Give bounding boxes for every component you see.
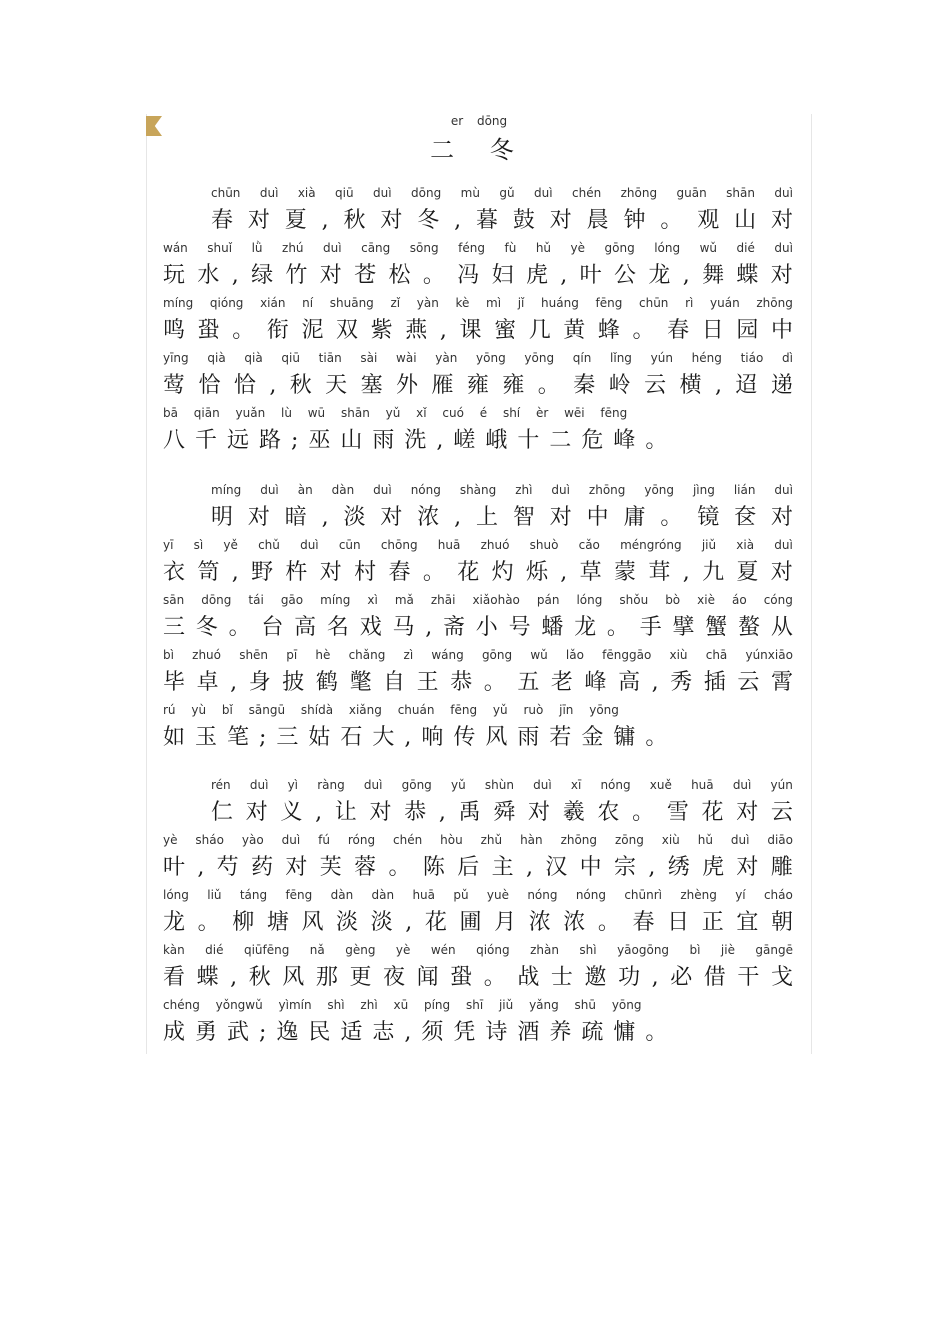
text-line (211, 184, 793, 240)
text-line (163, 294, 793, 350)
text-line (163, 701, 793, 757)
text-line (163, 646, 793, 702)
text-line (163, 239, 793, 295)
hanzi-line: 玩 水 , 绿 竹 对 苍 松 。 冯 妇 虎 , 叶 公 龙 , 舞 蝶 对 (163, 263, 793, 288)
text-line (163, 591, 793, 647)
hanzi-line: 叶 , 芍 药 对 芙 蓉 。 陈 后 主 , 汉 中 宗 , 绣 虎 对 雕 (163, 855, 793, 880)
pinyin-line: chéng yǒngwǔ yìmín shì zhì xū píng shī jiǔ yǎng shū yōng (163, 998, 642, 1012)
hanzi-line: 看 蝶 , 秋 风 那 更 夜 闻 蛩 。 战 士 邀 功 , 必 借 干 戈 (163, 965, 793, 990)
pinyin-line: wán shuǐ lǜ zhú duì cāng sōng féng fù hǔ yè gōng lóng wǔ dié duì (163, 241, 793, 255)
pinyin-line: míng duì àn dàn duì nóng shàng zhì duì zhōng yōng jìng lián duì (211, 483, 793, 497)
hanzi-line: 如玉笔;三姑石大,响传风雨若金镛。 (163, 725, 678, 750)
hanzi-line: 成勇武;逸民适志,须凭诗酒养疏慵。 (163, 1020, 678, 1045)
hanzi-line: 三 冬 。 台 高 名 戏 马 , 斋 小 号 蟠 龙 。 手 擘 蟹 螯 从 (163, 615, 793, 640)
document-page (146, 114, 812, 1054)
pinyin-line: rén duì yì ràng duì gōng yǔ shùn duì xī nóng xuě huā duì yún (211, 778, 793, 792)
text-line (163, 349, 793, 405)
poem-title (147, 114, 811, 165)
pinyin-line: rú yù bǐ sāngū shídà xiǎng chuán fēng yǔ ruò jīn yōng (163, 703, 619, 717)
pinyin-line: yè sháo yào duì fú róng chén hòu zhǔ hàn zhōng zōng xiù hǔ duì diāo (163, 833, 793, 847)
hanzi-line: 八千远路;巫山雨洗,嵯峨十二危峰。 (163, 428, 678, 453)
text-line (163, 941, 793, 997)
pinyin-line: bì zhuó shēn pī hè chǎng zì wáng gōng wǔ lǎo fēnggāo xiù chā yúnxiāo (163, 648, 793, 662)
hanzi-line: 春 对 夏 , 秋 对 冬 , 暮 鼓 对 晨 钟 。 观 山 对 (211, 208, 793, 233)
pinyin-line: yīng qià qià qiū tiān sài wài yàn yōng yōng qín lǐng yún héng tiáo dì (163, 351, 793, 365)
title-pinyin: er dōng (450, 114, 508, 128)
pinyin-line: bā qiān yuǎn lù wū shān yǔ xǐ cuó é shí èr wēi fēng (163, 406, 628, 420)
text-line (211, 481, 793, 537)
hanzi-line: 仁 对 义 , 让 对 恭 , 禹 舜 对 羲 农 。 雪 花 对 云 (211, 800, 793, 825)
text-line (211, 776, 793, 832)
text-line (163, 831, 793, 887)
pinyin-line: sān dōng tái gāo míng xì mǎ zhāi xiǎohào pán lóng shǒu bò xiè áo cóng (163, 593, 793, 607)
text-line (163, 886, 793, 942)
text-line (163, 536, 793, 592)
title-hanzi: 二 冬 (430, 136, 528, 164)
hanzi-line: 毕 卓 , 身 披 鹤 氅 自 王 恭 。 五 老 峰 高 , 秀 插 云 霄 (163, 670, 793, 695)
pinyin-line: chūn duì xià qiū duì dōng mù gǔ duì chén zhōng guān shān duì (211, 186, 793, 200)
hanzi-line: 明 对 暗 , 淡 对 浓 , 上 智 对 中 庸 。 镜 奁 对 (211, 505, 793, 530)
pinyin-line: yī sì yě chǔ duì cūn chōng huā zhuó shuò cǎo méngróng jiǔ xià duì (163, 538, 793, 552)
pinyin-line: kàn dié qiūfēng nǎ gèng yè wén qióng zhàn shì yāogōng bì jiè gāngē (163, 943, 793, 957)
hanzi-line: 龙 。 柳 塘 风 淡 淡 , 花 圃 月 浓 浓 。 春 日 正 宜 朝 (163, 910, 793, 935)
pinyin-line: míng qióng xián ní shuāng zǐ yàn kè mì jǐ huáng fēng chūn rì yuán zhōng (163, 296, 793, 310)
hanzi-line: 莺 恰 恰 , 秋 天 塞 外 雁 雍 雍 。 秦 岭 云 横 , 迢 递 (163, 373, 793, 398)
text-line (163, 996, 793, 1052)
hanzi-line: 衣 笥 , 野 杵 对 村 舂 。 花 灼 烁 , 草 蒙 茸 , 九 夏 对 (163, 560, 793, 585)
text-line (163, 404, 793, 460)
hanzi-line: 鸣 蛩 。 衔 泥 双 紫 燕 , 课 蜜 几 黄 蜂 。 春 日 园 中 (163, 318, 793, 343)
pinyin-line: lóng liǔ táng fēng dàn dàn huā pǔ yuè nóng nóng chūnrì zhèng yí cháo (163, 888, 793, 902)
